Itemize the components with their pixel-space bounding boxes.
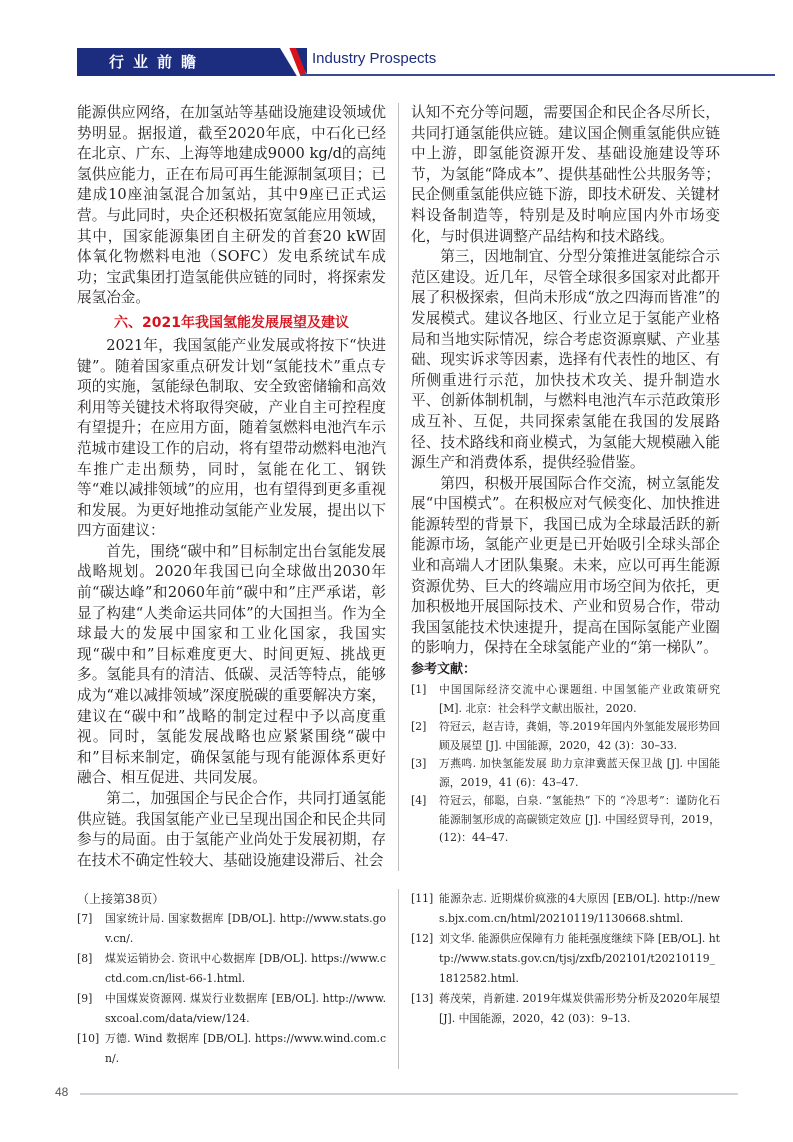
reference-item bbox=[411, 929, 720, 989]
page-footer bbox=[0, 1069, 793, 1142]
reference-text: 符冠云，赵吉诗，龚娟，等.2019年国内外氢能发展形势回顾及展望 [J]. 中国能源，2020，42 (3)：30–33. bbox=[439, 720, 720, 752]
paragraph: 第二，加强国企与民企合作，共同打通氢能供应链。我国氢能产业已呈现出国企和民企共同参与的局面。由于氢能产业尚处于发展初期，存在技术不确定性较大、基础设施建设滞后、社会 bbox=[77, 790, 386, 869]
paragraph: 2021年，我国氢能产业发展或将按下“快进键”。随着国家重点研发计划“氢能技术”重点专项的实施，氢能绿色制取、安全致密储输和高效利用等关键技术将取得突破，产业自主可控程度有望提升；在应用方面，随着氢燃料电池汽车示范城市建设工作的启动，将有望带动燃料电池汽车推广走出颓势，同时，氢能在化工、钢铁等“难以减排领域”的应用，也有望得到更多重视和发展。为更好地推动氢能产业发展，提出以下四方面建议： bbox=[77, 336, 386, 540]
page-header bbox=[0, 0, 793, 103]
paragraph: 能源供应网络，在加氢站等基础设施建设领域优势明显。据报道，截至2020年底，中石化已经在北京、广东、上海等地建成9000 kg/d的高纯氢供应能力，正在布局可再生能源制氢项目；已建成10座油氢混合加氢站，其中9座已正式运营。与此同时，央企还积极拓宽氢能应用领域，其中，国家能源集团自主研发的首套20 kW固体氧化物燃料电池（SOFC）发电系统试车成功；宝武集团打造氢能供应链的同时，将探索发展氢冶金。 bbox=[77, 104, 386, 307]
article-body bbox=[77, 103, 720, 871]
reference-number: [13] bbox=[411, 992, 434, 1006]
reference-number: [3] bbox=[411, 757, 427, 771]
reference-item bbox=[77, 909, 386, 949]
column-divider bbox=[398, 103, 399, 871]
section-title-en: Industry Prospects bbox=[312, 50, 437, 67]
reference-item bbox=[411, 889, 720, 929]
reference-text: 蒋茂荣，肖新建. 2019年煤炭供需形势分析及2020年展望 [J]. 中国能源，2020，42 (03)：9–13. bbox=[439, 992, 720, 1026]
reference-item bbox=[411, 681, 720, 718]
references-divider bbox=[398, 889, 399, 1069]
reference-number: [12] bbox=[411, 932, 434, 946]
references-list bbox=[411, 681, 720, 848]
paragraph: 第四，积极开展国际合作交流，树立氢能发展“中国模式”。在积极应对气候变化、加快推进能源转型的背景下，我国已成为全球最活跃的新能源市场，氢能产业更是已开始吸引全球头部企业和高端人才团队集聚。未来，应以可再生能源资源优势、巨大的终端应用市场空间为依托，更加积极地开展国际技术、产业和贸易合作，带动我国氢能技术快速提升，提高在国际氢能产业圈的影响力，保持在全球氢能产业的“第一梯队”。 bbox=[411, 474, 720, 657]
reference-text: 中国国际经济交流中心课题组. 中国氢能产业政策研究 [M]. 北京：社会科学文献出版社，2020. bbox=[439, 683, 720, 715]
continued-references-right bbox=[411, 889, 720, 1069]
reference-text: 国家统计局. 国家数据库 [DB/OL]. http://www.stats.gov.cn/. bbox=[105, 912, 386, 946]
reference-text: 能源杂志. 近期煤价疯涨的4大原因 [EB/OL]. http://news.bjx.com.cn/html/20210119/1130668.shtml. bbox=[439, 892, 720, 926]
section-heading: 六、2021年我国氢能发展展望及建议 bbox=[114, 314, 349, 331]
reference-number: [7] bbox=[77, 912, 93, 926]
reference-item bbox=[411, 989, 720, 1029]
reference-number: [2] bbox=[411, 720, 427, 734]
reference-item bbox=[77, 989, 386, 1029]
reference-text: 万德. Wind 数据库 [DB/OL]. https://www.wind.com.cn/. bbox=[105, 1032, 386, 1066]
references-title: 参考文献： bbox=[411, 662, 477, 678]
paragraph: 第三，因地制宜、分型分策推进氢能综合示范区建设。近几年，尽管全球很多国家对此都开展了积极探索，但尚未形成“放之四海而皆准”的发展模式。建议各地区、行业立足于氢能产业格局和当地实际情况，综合考虑资源禀赋、产业基础、现实诉求等因素，选择有代表性的地区、有所侧重进行示范，加快技术攻关、提升制造水平、创新体制机制，与燃料电池汽车示范政策形成互补、互促，共同探索氢能在我国的发展路径、技术路线和商业模式，为氢能大规模融入能源生产和消费体系，提供经验借鉴。 bbox=[411, 248, 720, 472]
reference-item bbox=[77, 1029, 386, 1069]
reference-item bbox=[411, 755, 720, 792]
reference-text: 符冠云，郁聪，白泉. “氢能热” 下的 “冷思考”：谨防化石能源制氢形成的高碳锁定效应 [J]. 中国经贸导刊，2019，(12)：44–47. bbox=[439, 794, 720, 845]
paragraph: 认知不充分等问题，需要国企和民企各尽所长，共同打通氢能供应链。建议国企侧重氢能供应链中上游，即氢能资源开发、基础设施建设等环节，为氢能“降成本”、提供基础性公共服务等；民企侧重氢能供应链下游，即技术研发、关键材料设备制造等，特别是及时响应国内外市场变化，与时俱进调整产品结构和技术路线。 bbox=[411, 104, 720, 245]
reference-text: 刘文华. 能源供应保障有力 能耗强度继续下降 [EB/OL]. http://www.stats.gov.cn/tjsj/zxfb/202101/t20210119_1812582.html. bbox=[439, 932, 720, 986]
paragraph: 首先，围绕“碳中和”目标制定出台氢能发展战略规划。2020年我国已向全球做出2030年前“碳达峰”和2060年前“碳中和”庄严承诺，彰显了构建“人类命运共同体”的大国担当。作为全球最大的发展中国家和工业化国家，我国实现“碳中和”目标难度更大、时间更短、挑战更多。氢能具有的清洁、低碳、灵活等特点，能够成为“难以减排领域”深度脱碳的重要解决方案，建议在“碳中和”战略的制定过程中予以高度重视。同时，氢能发展战略也应紧紧围绕“碳中和”目标来制定，确保氢能与现有能源体系更好融合、相互促进、共同发展。 bbox=[77, 542, 386, 787]
reference-item bbox=[77, 949, 386, 989]
reference-item bbox=[411, 718, 720, 755]
header-underline bbox=[302, 74, 775, 76]
reference-number: [9] bbox=[77, 992, 93, 1006]
reference-number: [8] bbox=[77, 952, 93, 966]
continued-references-left bbox=[77, 889, 386, 1069]
reference-number: [10] bbox=[77, 1032, 100, 1046]
reference-text: 煤炭运销协会. 资讯中心数据库 [DB/OL]. https://www.cctd.com.cn/list-66-1.html. bbox=[105, 952, 386, 986]
page-number: 48 bbox=[55, 1085, 69, 1100]
left-column bbox=[77, 103, 386, 871]
continued-references bbox=[77, 889, 720, 1069]
reference-number: [4] bbox=[411, 794, 427, 808]
right-column bbox=[411, 103, 720, 871]
reference-text: 万燕鸣. 加快氢能发展 助力京津冀蓝天保卫战 [J]. 中国能源，2019，41 (6)：43–47. bbox=[439, 757, 720, 789]
continued-note: （上接第38页） bbox=[77, 892, 165, 907]
reference-item bbox=[411, 792, 720, 848]
footer-rule bbox=[80, 1093, 738, 1095]
reference-text: 中国煤炭资源网. 煤炭行业数据库 [EB/OL]. http://www.sxcoal.com/data/view/124. bbox=[105, 992, 386, 1026]
reference-number: [1] bbox=[411, 683, 427, 697]
reference-number: [11] bbox=[411, 892, 434, 906]
section-title-cn: 行业前瞻 bbox=[108, 53, 205, 71]
